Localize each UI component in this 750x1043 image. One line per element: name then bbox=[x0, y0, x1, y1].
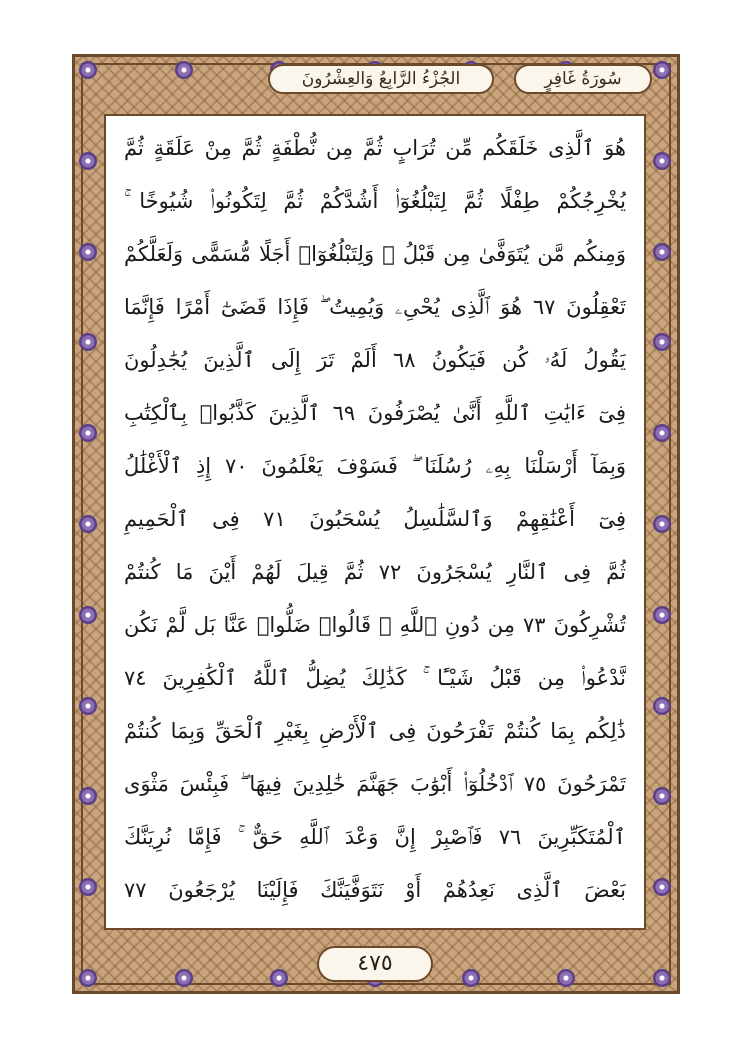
text-line-12: ذَٰلِكُم بِمَا كُنتُمْ تَفْرَحُونَ فِى ٱلْأَرْضِ بِغَيْرِ ٱلْحَقِّ وَبِمَا كُنتُمْ bbox=[124, 719, 626, 743]
rosette-ornament bbox=[653, 878, 671, 896]
rosette-ornament bbox=[79, 787, 97, 805]
rosette-ornament bbox=[79, 515, 97, 533]
rosette-ornament bbox=[557, 969, 575, 987]
rosette-ornament bbox=[653, 697, 671, 715]
page-number: ٤٧٥ bbox=[317, 946, 433, 982]
text-line-2: يُخْرِجُكُمْ طِفْلًا ثُمَّ لِتَبْلُغُوٓا۟ أَشُدَّكُمْ ثُمَّ لِتَكُونُوا۟ شُيُوخًا ۚ bbox=[124, 189, 626, 213]
rosette-ornament bbox=[653, 515, 671, 533]
rosette-ornament bbox=[653, 243, 671, 261]
rosette-ornament bbox=[79, 878, 97, 896]
rosette-ornament bbox=[79, 152, 97, 170]
text-line-6: فِىٓ ءَايَٰتِ ٱللَّهِ أَنَّىٰ يُصْرَفُونَ ٦٩ ٱلَّذِينَ كَذَّبُوا۟ بِٱلْكِتَٰبِ bbox=[124, 401, 626, 425]
rosette-ornament bbox=[79, 697, 97, 715]
rosette-ornament bbox=[79, 969, 97, 987]
text-line-8: فِىٓ أَعْنَٰقِهِمْ وَٱلسَّلَٰسِلُ يُسْحَبُونَ ٧١ فِى ٱلْحَمِيمِ bbox=[124, 507, 626, 531]
rosette-ornament bbox=[175, 969, 193, 987]
text-line-7: وَبِمَآ أَرْسَلْنَا بِهِۦ رُسُلَنَا ۖ فَسَوْفَ يَعْلَمُونَ ٧٠ إِذِ ٱلْأَغْلَٰلُ bbox=[124, 454, 626, 478]
rosette-ornament bbox=[79, 243, 97, 261]
text-line-3: وَمِنكُم مَّن يُتَوَفَّىٰ مِن قَبْلُ ۖ وَلِتَبْلُغُوٓا۟ أَجَلًا مُّسَمًّى وَلَعَلَّكُمْ bbox=[124, 242, 626, 266]
rosette-ornament bbox=[653, 606, 671, 624]
rosette-ornament bbox=[79, 606, 97, 624]
rosette-ornament bbox=[653, 333, 671, 351]
text-line-10: تُشْرِكُونَ ٧٣ مِن دُونِ ٱللَّهِ ۖ قَالُوا۟ ضَلُّوا۟ عَنَّا بَل لَّمْ نَكُن bbox=[124, 613, 626, 637]
text-line-9: ثُمَّ فِى ٱلنَّارِ يُسْجَرُونَ ٧٢ ثُمَّ قِيلَ لَهُمْ أَيْنَ مَا كُنتُمْ bbox=[124, 560, 626, 584]
rosette-ornament bbox=[462, 969, 480, 987]
text-line-14: ٱلْمُتَكَبِّرِينَ ٧٦ فَٱصْبِرْ إِنَّ وَعْدَ ٱللَّهِ حَقٌّ ۚ فَإِمَّا نُرِيَنَّكَ bbox=[124, 825, 626, 849]
text-line-15: بَعْضَ ٱلَّذِى نَعِدُهُمْ أَوْ نَتَوَفَّيَنَّكَ فَإِلَيْنَا يُرْجَعُونَ ٧٧ bbox=[124, 878, 626, 902]
juz-title: الجُزْءُ الرَّابِعُ وَالعِشْرُونَ bbox=[268, 64, 494, 94]
text-line-4: تَعْقِلُونَ ٦٧ هُوَ ٱلَّذِى يُحْىِۦ وَيُمِيتُ ۖ فَإِذَا قَضَىٰٓ أَمْرًا فَإِنَّمَا bbox=[124, 295, 626, 319]
rosette-ornament bbox=[79, 333, 97, 351]
text-line-1: هُوَ ٱلَّذِى خَلَقَكُم مِّن تُرَابٍ ثُمَّ مِن نُّطْفَةٍ ثُمَّ مِنْ عَلَقَةٍ ثُمَّ bbox=[124, 136, 626, 160]
rosette-ornament bbox=[653, 969, 671, 987]
text-line-5: يَقُولُ لَهُۥ كُن فَيَكُونُ ٦٨ أَلَمْ تَرَ إِلَى ٱلَّذِينَ يُجَٰدِلُونَ bbox=[124, 348, 626, 372]
rosette-ornament bbox=[79, 424, 97, 442]
rosette-ornament bbox=[653, 787, 671, 805]
page-header bbox=[86, 62, 666, 98]
rosette-ornament bbox=[270, 969, 288, 987]
rosette-ornament bbox=[653, 424, 671, 442]
rosette-ornament bbox=[653, 152, 671, 170]
quran-text-panel bbox=[104, 114, 646, 930]
surah-title: سُورَةُ غَافِرٍ bbox=[514, 64, 652, 94]
text-line-13: تَمْرَحُونَ ٧٥ ٱدْخُلُوٓا۟ أَبْوَٰبَ جَهَنَّمَ خَٰلِدِينَ فِيهَا ۖ فَبِئْسَ مَثْوَى bbox=[124, 772, 626, 796]
text-line-11: نَّدْعُوا۟ مِن قَبْلُ شَيْـًٔا ۚ كَذَٰلِكَ يُضِلُّ ٱللَّهُ ٱلْكَٰفِرِينَ ٧٤ bbox=[124, 666, 626, 690]
